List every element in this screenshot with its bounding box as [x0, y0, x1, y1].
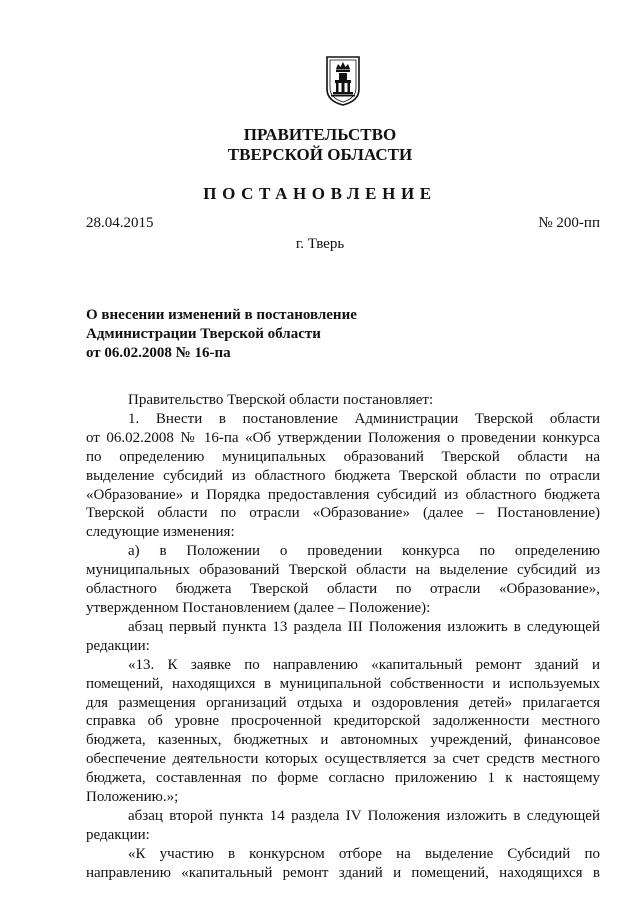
body-line: выделение субсидий из областного бюджета Тверской области по отрасли: [86, 467, 600, 484]
subject-line: О внесении изменений в постановление: [86, 307, 357, 323]
body-line: 1. Внести в постановление Администрации Тверской области: [128, 410, 600, 427]
document-body: [86, 391, 600, 883]
body-line: «Образование» и Порядка предоставления субсидий из областного бюджета: [86, 486, 600, 503]
document-type: ПОСТАНОВЛЕНИЕ: [203, 184, 437, 203]
body-line: абзац первый пункта 13 раздела III Положения изложить в следующей: [128, 618, 600, 635]
body-line: редакции:: [86, 637, 150, 654]
body-line: Правительство Тверской области постановляет:: [128, 392, 434, 408]
tver-coat-of-arms-icon: [325, 55, 361, 107]
organization-name-line2: ТВЕРСКОЙ ОБЛАСТИ: [227, 145, 413, 164]
body-line: от 06.02.2008 № 16-па «Об утверждении Положения о проведении конкурса: [86, 429, 600, 446]
body-line: «13. К заявке по направлению «капитальный ремонт зданий и: [128, 656, 600, 673]
body-line: для размещения организаций отдыха и оздоровления детей» прилагается: [86, 694, 600, 711]
document-number: № 200-пп: [538, 215, 600, 231]
subject-line: от 06.02.2008 № 16-па: [86, 345, 231, 361]
body-line: муниципальных образований Тверской области на выделение субсидий из: [86, 562, 600, 579]
body-line: бюджета, казенных, бюджетных и автономных учреждений, финансовое: [86, 732, 600, 749]
body-line: помещений, находящихся в муниципальной собственности и используемых: [86, 675, 600, 692]
body-line: абзац второй пункта 14 раздела IV Положения изложить в следующей: [128, 807, 600, 824]
body-line: «К участию в конкурсном отборе на выделение Субсидий по: [128, 845, 600, 862]
body-line: утвержденном Постановлением (далее – Положение):: [86, 599, 431, 616]
body-line: областного бюджета Тверской области по отрасли «Образование»,: [86, 581, 600, 598]
body-line: следующие изменения:: [86, 524, 235, 541]
organization-name-line1: ПРАВИТЕЛЬСТВО: [243, 125, 397, 144]
body-line: справка об уровне просроченной кредиторской задолженности местного: [86, 713, 600, 730]
body-line: редакции:: [86, 826, 150, 843]
body-line: обеспечение деятельности которых осуществляется за счет средств местного: [86, 751, 600, 768]
body-line: а) в Положении о проведении конкурса по определению: [128, 543, 600, 560]
body-line: по определению муниципальных образований Тверской области на: [86, 448, 600, 465]
body-line: Положению.»;: [86, 789, 179, 806]
document-date: 28.04.2015: [86, 215, 154, 231]
body-line: направлению «капитальный ремонт зданий и помещений, находящихся в: [86, 864, 600, 881]
subject-line: Администрации Тверской области: [86, 326, 321, 342]
document-city: г. Тверь: [295, 236, 345, 252]
body-line: бюджета, составленная по форме согласно приложению 1 к настоящему: [86, 770, 600, 787]
document-subject: [86, 306, 357, 363]
body-line: Тверской области по отрасли «Образование» (далее – Постановление): [86, 505, 600, 522]
